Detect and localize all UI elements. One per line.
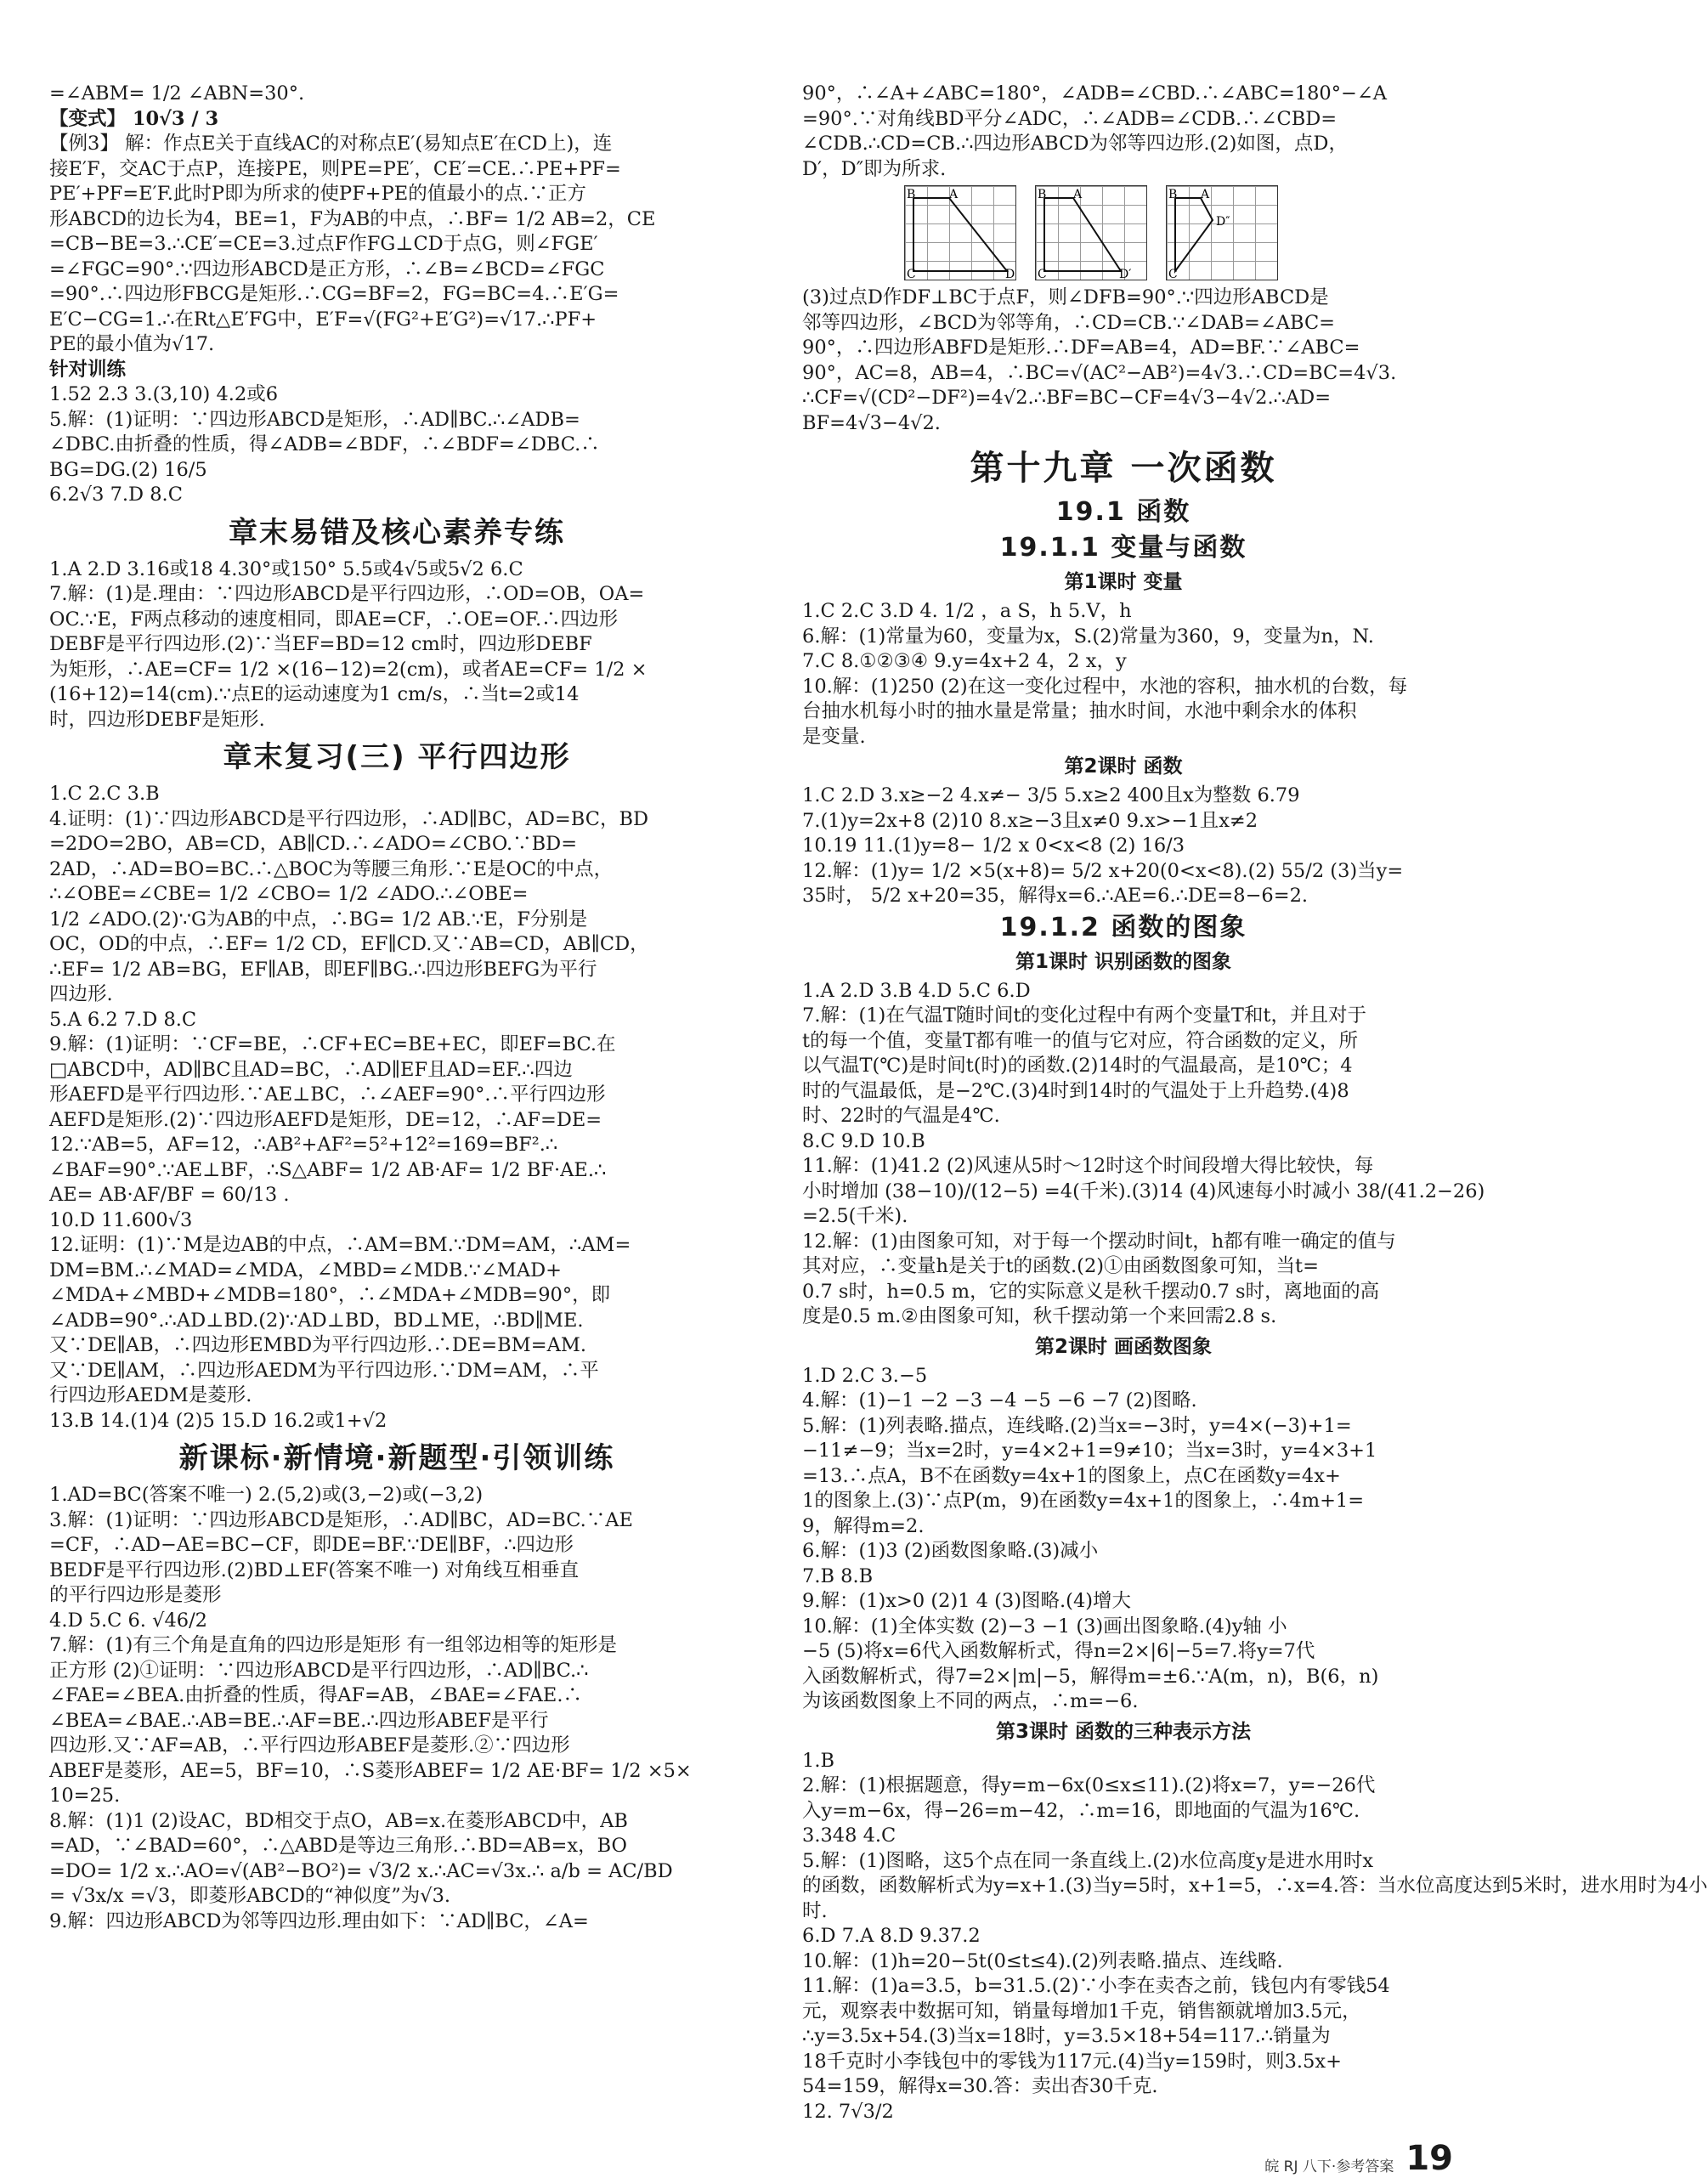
text-line: 形AEFD是平行四边形.∵AE⊥BC，∴∠AEF=90°.∴平行四边形: [49, 1083, 606, 1106]
text-line: (16+12)=14(cm).∵点E的运动速度为1 cm/s，∴当t=2或14: [49, 683, 580, 705]
text-line: 6.D 7.A 8.D 9.37.2: [802, 1925, 981, 1947]
text-line: −11≠−9；当x=2时，y=4×2+1=9≠10；当x=3时，y=4×3+1: [802, 1440, 1377, 1462]
text-line: = √3x/x =√3，即菱形ABCD的“神似度”为√3.: [49, 1885, 451, 1907]
text-line: 元，观察表中数据可知，销量每增加1千克，销售额就增加3.5元，: [802, 2000, 1361, 2022]
subsection-heading: 19.1.1 变量与函数: [999, 533, 1247, 563]
text-line: BF=4√3−4√2.: [802, 411, 941, 434]
text-line: 1/2 ∠ADO.(2)∵G为AB的中点，∴BG= 1/2 AB.∵E，F分别是: [49, 908, 588, 931]
text-line: ∠ADB=90°.∴AD⊥BD.(2)∵AD⊥BD，BD⊥ME，∴BD∥ME.: [49, 1309, 584, 1332]
left-column: [49, 82, 744, 1934]
text-line: =2DO=2BO，AB=CD，AB∥CD.∴∠ADO=∠CBO.∵BD=: [49, 833, 578, 855]
figure-1: [904, 185, 1016, 280]
lesson-heading: 第1课时 识别函数的图象: [1015, 950, 1231, 973]
fig2-label-1: A: [1073, 188, 1083, 201]
text-line: 1.D 2.C 3.−5: [802, 1364, 928, 1387]
fig1-label-1: A: [949, 188, 959, 201]
text-line: ∴CF=√(CD²−DF²)=4√2.∴BF=BC−CF=4√3−4√2.∴AD=: [802, 387, 1332, 409]
lesson-heading: 第1课时 变量: [1064, 571, 1183, 593]
fig2-label-0: B: [1038, 188, 1047, 201]
text-line: 12.证明：(1)∵M是边AB的中点，∴AM=BM.∵DM=AM，∴AM=: [49, 1234, 631, 1256]
text-line: □ABCD中，AD∥BC且AD=BC，∴AD∥EF且AD=EF.∴四边: [49, 1058, 573, 1081]
text-line: DM=BM.∴∠MAD=∠MDA，∠MBD=∠MDB.∵∠MAD+: [49, 1259, 562, 1281]
text-line: 54=159，解得x=30.答：卖出杏30千克.: [802, 2075, 1158, 2097]
text-line: 以气温T(℃)是时间t(时)的函数.(2)14时的气温最高，是10℃；4: [802, 1055, 1353, 1077]
text-line: =90°.∴四边形FBCG是矩形.∴CG=BF=2，FG=BC=4.∴E′G=: [49, 283, 619, 305]
text-line: 8.C 9.D 10.B: [802, 1129, 925, 1152]
text-line: 时.: [802, 1899, 828, 1922]
footer-text: 皖 RJ 八下·参考答案: [1264, 2158, 1394, 2175]
text-line: t的每一个值，变量T都有唯一的值与它对应，符合函数的定义，所: [802, 1029, 1359, 1052]
text-line: 12. 7√3/2: [802, 2100, 894, 2123]
text-line: 0.7 s时，h=0.5 m，它的实际意义是秋千摆动0.7 s时，离地面的高: [802, 1280, 1380, 1303]
text-line: BEDF是平行四边形.(2)BD⊥EF(答案不唯一) 对角线互相垂直: [49, 1559, 580, 1581]
text-line: 其对应，∴变量h是关于t的函数.(2)①由函数图象可知，当t=: [802, 1255, 1319, 1277]
text-line: ∠FAE=∠BEA.由折叠的性质，得AF=AB，∠BAE=∠FAE.∴: [49, 1684, 582, 1706]
right-column: [802, 82, 1708, 2124]
text-line: 小时增加 (38−10)/(12−5) =4(千米).(3)14 (4)风速每小时减小 38/(41.2−26): [802, 1180, 1485, 1202]
text-line: 是变量.: [802, 725, 866, 748]
text-line: =∠ABM= 1/2 ∠ABN=30°.: [49, 82, 305, 105]
text-line: 6.2√3 7.D 8.C: [49, 484, 183, 506]
text-line: ∴EF= 1/2 AB=BG，EF∥AB，即EF∥BG.∴四边形BEFG为平行: [49, 958, 597, 981]
text-line: 12.解：(1)y= 1/2 ×5(x+8)= 5/2 x+20(0<x<8).(2) 55/2 (3)当y=: [802, 859, 1404, 882]
text-line: 1的图象上.(3)∵点P(m，9)在函数y=4x+1的图象上，∴4m+1=: [802, 1490, 1365, 1512]
text-line: 18千克时小李钱包中的零钱为117元.(4)当y=159时，则3.5x+: [802, 2050, 1342, 2073]
text-line: 4.解：(1)−1 −2 −3 −4 −5 −6 −7 (2)图略.: [802, 1389, 1197, 1411]
text-line: 形ABCD的边长为4，BE=1，F为AB的中点，∴BF= 1/2 AB=2，CE: [49, 207, 656, 230]
text-line: PE′+PF=E′F.此时P即为所求的使PF+PE的值最小的点.∵正方: [49, 183, 586, 205]
page-footer: [1181, 2139, 1453, 2178]
section-heading: 章末复习(三) 平行四边形: [223, 740, 571, 774]
text-line: 【变式】 10√3 / 3: [49, 107, 219, 130]
text-line: BG=DG.(2) 16/5: [49, 458, 207, 481]
text-line: 1.C 2.C 3.B: [49, 783, 160, 805]
text-line: 11.解：(1)a=3.5，b=31.5.(2)∵小李在卖杏之前，钱包内有零钱54: [802, 1975, 1390, 1997]
text-line: (3)过点D作DF⊥BC于点F，则∠DFB=90°.∵四边形ABCD是: [802, 286, 1329, 308]
right-column-body: [802, 286, 1708, 2124]
grid-figures: [904, 185, 1445, 280]
text-line: E′C−CG=1.∴在Rt△E′FG中，E′F=√(FG²+E′G²)=√17.∴PF+: [49, 308, 597, 331]
text-line: 12.解：(1)由图象可知，对于每一个摆动时间t，h都有唯一确定的值与: [802, 1230, 1396, 1253]
text-line: 为矩形，∴AE=CF= 1/2 ×(16−12)=2(cm)，或者AE=CF= 1/2 ×: [49, 658, 648, 681]
text-line: 针对训练: [49, 358, 127, 381]
text-line: 入函数解析式，得7=2×|m|−5，解得m=±6.∵A(m，n)，B(6，n): [802, 1665, 1379, 1688]
fig2-label-3: D′: [1119, 268, 1132, 281]
text-line: PE的最小值为√17.: [49, 333, 215, 355]
text-line: 4.证明：(1)∵四边形ABCD是平行四边形，∴AD∥BC，AD=BC，BD: [49, 807, 649, 830]
text-line: 10.解：(1)250 (2)在这一变化过程中，水池的容积，抽水机的台数，每: [802, 675, 1408, 698]
text-line: =CF，∴AD−AE=BC−CF，即DE=BF.∵DE∥BF，∴四边形: [49, 1534, 574, 1556]
text-line: 的平行四边形是菱形: [49, 1584, 222, 1606]
text-line: 1.B: [802, 1749, 835, 1772]
figure-2-drawing: [1036, 186, 1146, 280]
text-line: 1.AD=BC(答案不唯一) 2.(5,2)或(3,−2)或(−3,2): [49, 1484, 484, 1506]
text-line: 10.解：(1)h=20−5t(0≤t≤4).(2)列表略.描点、连线略.: [802, 1949, 1283, 1972]
text-line: 度是0.5 m.②由图象可知，秋千摆动第一个来回需2.8 s.: [802, 1305, 1277, 1327]
text-line: 7.解：(1)在气温T随时间t的变化过程中有两个变量T和t，并且对于: [802, 1004, 1366, 1027]
text-line: ∠BEA=∠BAE.∴AB=BE.∴AF=BE.∴四边形ABEF是平行: [49, 1709, 549, 1732]
text-line: 5.解：(1)证明：∵四边形ABCD是矩形，∴AD∥BC.∴∠ADB=: [49, 408, 580, 431]
text-line: 1.C 2.D 3.x≥−2 4.x≠− 3/5 5.x≥2 400且x为整数 6.79: [802, 784, 1300, 806]
text-line: ∠CDB.∴CD=CB.∴四边形ABCD为邻等四边形.(2)如图，点D，: [802, 133, 1348, 155]
text-line: 3.348 4.C: [802, 1824, 896, 1847]
text-line: 又∵DE∥AB，∴四边形EMBD为平行四边形.∴DE=BM=AM.: [49, 1334, 587, 1356]
text-line: AEFD是矩形.(2)∵四边形AEFD是矩形，DE=12，∴AF=DE=: [49, 1108, 602, 1131]
text-line: 行四边形AEDM是菱形.: [49, 1384, 252, 1406]
text-line: 10.19 11.(1)y=8− 1/2 x 0<x<8 (2) 16/3: [802, 834, 1185, 857]
text-line: 8.解：(1)1 (2)设AC，BD相交于点O，AB=x.在菱形ABCD中，AB: [49, 1809, 628, 1832]
text-line: 10=25.: [49, 1785, 121, 1807]
right-column-top: [802, 82, 1445, 182]
text-line: 台抽水机每小时的抽水量是常量；抽水时间，水池中剩余水的体积: [802, 700, 1357, 722]
text-line: =DO= 1/2 x.∴AO=√(AB²−BO²)= √3/2 x.∴AC=√3x.∴ a/b = AC/BD: [49, 1859, 673, 1882]
text-line: ∠MDA+∠MBD+∠MDB=180°，∴∠MDA+∠MDB=90°，即: [49, 1284, 611, 1306]
section-heading: 章末易错及核心素养专练: [229, 515, 565, 550]
fig1-label-3: D: [1005, 268, 1015, 281]
text-line: 10.解：(1)全体实数 (2)−3 −1 (3)画出图象略.(4)y轴 小: [802, 1615, 1287, 1638]
text-line: 90°，AC=8，AB=4，∴BC=√(AC²−AB²)=4√3.∴CD=BC=4√3.: [802, 361, 1397, 384]
text-line: 又∵DE∥AM，∴四边形AEDM为平行四边形.∵DM=AM，∴平: [49, 1359, 599, 1382]
text-line: 时的气温最低，是−2℃.(3)4时到14时的气温处于上升趋势.(4)8: [802, 1079, 1349, 1102]
text-line: 入y=m−6x，得−26=m−42，∴m=16，即地面的气温为16℃.: [802, 1799, 1360, 1822]
text-line: 3.解：(1)证明：∵四边形ABCD是矩形，∴AD∥BC，AD=BC.∵AE: [49, 1508, 633, 1531]
text-line: 【例3】 解：作点E关于直线AC的对称点E′(易知点E′在CD上)，连: [49, 133, 613, 155]
text-line: 时、22时的气温是4℃.: [802, 1105, 1000, 1127]
text-line: 90°，∴∠A+∠ABC=180°，∠ADB=∠CBD.∴∠ABC=180°−∠A: [802, 82, 1387, 105]
text-line: 4.D 5.C 6. √46/2: [49, 1609, 207, 1632]
text-line: 7.C 8.①②③④ 9.y=4x+2 4，2 x，y: [802, 650, 1127, 672]
fig3-label-2: D″: [1216, 215, 1230, 229]
text-line: 7.B 8.B: [802, 1564, 874, 1587]
text-line: 时，四边形DEBF是矩形.: [49, 708, 265, 731]
subsection-heading: 19.1 函数: [1055, 497, 1191, 527]
text-line: 接E′F，交AC于点P，连接PE，则PE=PE′，CE′=CE.∴PE+PF=: [49, 157, 621, 180]
text-line: 10.D 11.600√3: [49, 1208, 193, 1231]
text-line: 9.解：(1)x>0 (2)1 4 (3)图略.(4)增大: [802, 1590, 1132, 1612]
text-line: OC.∵E，F两点移动的速度相同，即AE=CF，∴OE=OF.∴四边形: [49, 608, 619, 631]
text-line: 5.解：(1)列表略.描点，连线略.(2)当x=−3时，y=4×(−3)+1=: [802, 1414, 1352, 1437]
text-line: 1.52 2.3 3.(3,10) 4.2或6: [49, 383, 279, 405]
text-line: −5 (5)将x=6代入函数解析式，得n=2×|6|−5=7.将y=7代: [802, 1640, 1315, 1662]
text-line: 正方形 (2)①证明：∵四边形ABCD是平行四边形，∴AD∥BC.∴: [49, 1659, 589, 1682]
text-line: 90°，∴四边形ABFD是矩形.∴DF=AB=4，AD=BF.∵∠ABC=: [802, 337, 1360, 359]
text-line: 35时， 5/2 x+20=35，解得x=6.∴AE=6.∴DE=8−6=2.: [802, 885, 1309, 907]
text-line: 9，解得m=2.: [802, 1514, 925, 1537]
text-line: =∠FGC=90°.∵四边形ABCD是正方形，∴∠B=∠BCD=∠FGC: [49, 257, 605, 280]
fig2-label-2: C: [1038, 268, 1047, 281]
text-line: 四边形.又∵AF=AB，∴平行四边形ABEF是菱形.②∵四边形: [49, 1734, 570, 1757]
text-line: 1.A 2.D 3.B 4.D 5.C 6.D: [802, 979, 1031, 1002]
fig3-label-0: B: [1168, 188, 1178, 201]
text-line: 6.解：(1)常量为60，变量为x，S.(2)常量为360，9，变量为n，N.: [802, 625, 1374, 648]
text-line: OC，OD的中点，∴EF= 1/2 CD，EF∥CD.又∵AB=CD，AB∥CD，: [49, 933, 649, 955]
text-line: AE= AB·AF/BF = 60/13 .: [49, 1184, 290, 1206]
text-line: 12.∵AB=5，AF=12，∴AB²+AF²=5²+12²=169=BF².∴: [49, 1134, 558, 1156]
text-line: ABEF是菱形，AE=5，BF=10，∴S菱形ABEF= 1/2 AE·BF= 1/2 ×5×: [49, 1759, 692, 1782]
text-line: 2AD，∴AD=BO=BC.∴△BOC为等腰三角形.∵E是OC的中点，: [49, 857, 614, 880]
text-line: =AD，∵∠BAD=60°，∴△ABD是等边三角形.∴BD=AB=x，BO: [49, 1835, 627, 1857]
chapter-heading: 第十九章 一次函数: [970, 449, 1277, 488]
text-line: 1.C 2.C 3.D 4. 1/2 ，a S，h 5.V，h: [802, 600, 1132, 622]
figure-3-drawing: [1167, 186, 1277, 280]
text-line: 6.解：(1)3 (2)函数图象略.(3)减小: [802, 1540, 1099, 1562]
subsection-heading: 19.1.2 函数的图象: [999, 912, 1247, 942]
text-line: 7.(1)y=2x+8 (2)10 8.x≥−3且x≠0 9.x>−1且x≠2: [802, 809, 1258, 832]
figure-3: [1166, 185, 1278, 280]
fig1-label-2: C: [907, 268, 916, 281]
fig3-label-3: C: [1168, 268, 1178, 281]
text-line: ∴∠OBE=∠CBE= 1/2 ∠CBO= 1/2 ∠ADO.∴∠OBE=: [49, 883, 529, 905]
lesson-heading: 第2课时 画函数图象: [1034, 1335, 1212, 1358]
text-line: =90°.∵对角线BD平分∠ADC，∴∠ADB=∠CDB.∴∠CBD=: [802, 107, 1338, 130]
text-line: 9.解：(1)证明：∵CF=BE，∴CF+EC=BE+EC，即EF=BC.在: [49, 1033, 616, 1055]
text-line: ∴y=3.5x+54.(3)当x=18时，y=3.5×18+54=117.∴销量为: [802, 2025, 1331, 2047]
text-line: 13.B 14.(1)4 (2)5 15.D 16.2或1+√2: [49, 1409, 387, 1432]
fig3-label-1: A: [1201, 188, 1210, 201]
text-line: 为该函数图象上不同的两点，∴m=−6.: [802, 1690, 1139, 1712]
text-line: 5.A 6.2 7.D 8.C: [49, 1008, 197, 1031]
text-line: 的函数，函数解析式为y=x+1.(3)当y=5时，x+1=5，∴x=4.答：当水位高度达到5米时，进水用时为4小: [802, 1875, 1708, 1897]
lesson-heading: 第3课时 函数的三种表示方法: [995, 1720, 1251, 1743]
text-line: =2.5(千米).: [802, 1205, 908, 1227]
text-line: 9.解：四边形ABCD为邻等四边形.理由如下：∵AD∥BC，∠A=: [49, 1909, 589, 1932]
text-line: 7.解：(1)有三个角是直角的四边形是矩形 有一组邻边相等的矩形是: [49, 1634, 617, 1656]
text-line: DEBF是平行四边形.(2)∵当EF=BD=12 cm时，四边形DEBF: [49, 633, 592, 655]
page-number: 19: [1405, 2139, 1453, 2178]
text-line: =13.∴点A，B不在函数y=4x+1的图象上，点C在函数y=4x+: [802, 1464, 1341, 1487]
text-line: D′，D″即为所求.: [802, 157, 947, 180]
fig1-label-0: B: [907, 188, 916, 201]
text-line: 1.A 2.D 3.16或18 4.30°或150° 5.5或4√5或5√2 6.C: [49, 557, 523, 580]
text-line: =CB−BE=3.∴CE′=CE=3.过点F作FG⊥CD于点G，则∠FGE′: [49, 233, 598, 255]
text-line: ∠DBC.由折叠的性质，得∠ADB=∠BDF，∴∠BDF=∠DBC.∴: [49, 433, 600, 455]
text-line: 四边形.: [49, 983, 113, 1005]
figure-1-drawing: [905, 186, 1015, 280]
text-line: ∠BAF=90°.∵AE⊥BF，∴S△ABF= 1/2 AB·AF= 1/2 BF·AE.∴: [49, 1158, 607, 1181]
text-line: 邻等四边形，∠BCD为邻等角，∴CD=CB.∵∠DAB=∠ABC=: [802, 311, 1336, 334]
text-line: 2.解：(1)根据题意，得y=m−6x(0≤x≤11).(2)将x=7，y=−26代: [802, 1774, 1376, 1796]
text-line: 7.解：(1)是.理由：∵四边形ABCD是平行四边形，∴OD=OB，OA=: [49, 583, 645, 605]
lesson-heading: 第2课时 函数: [1064, 755, 1183, 778]
section-heading: 新课标·新情境·新题型·引领训练: [178, 1441, 615, 1475]
text-line: 5.解：(1)图略，这5个点在同一条直线上.(2)水位高度y是进水用时x: [802, 1849, 1374, 1872]
figure-2: [1035, 185, 1147, 280]
text-line: 11.解：(1)41.2 (2)风速从5时～12时这个时间段增大得比较快，每: [802, 1155, 1374, 1177]
